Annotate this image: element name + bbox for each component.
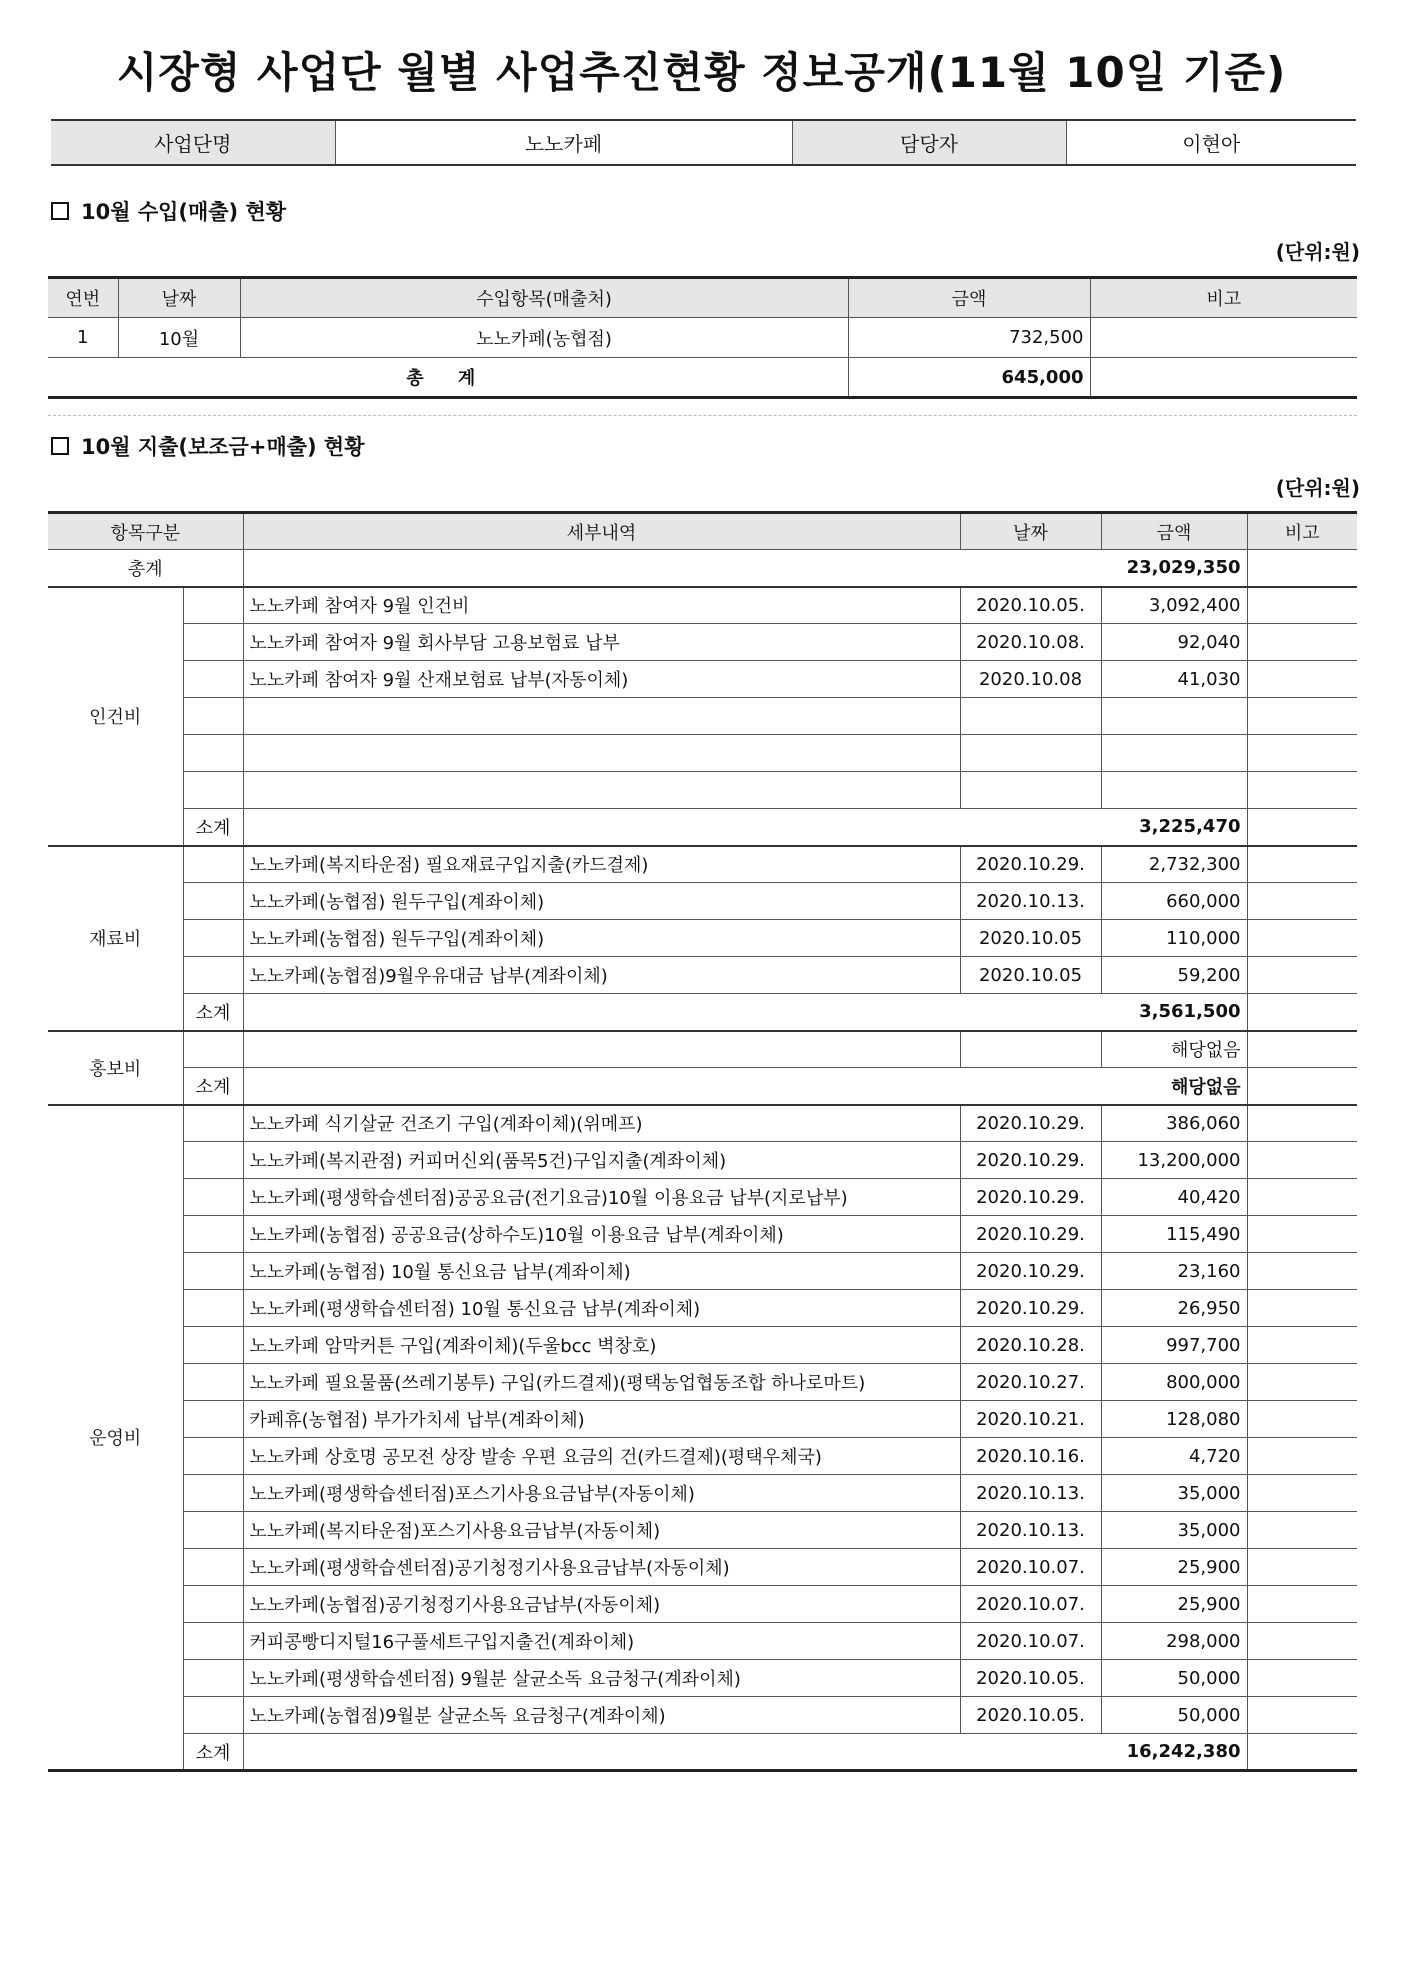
expense-amount: 23,160: [1101, 1253, 1247, 1290]
subtotal-value: 해당없음: [243, 1068, 1247, 1105]
expense-desc: 노노카페(복지타운점) 필요재료구입지출(카드결제): [243, 846, 960, 883]
expense-header-cell: 날짜: [960, 513, 1101, 550]
expense-date: 2020.10.29.: [960, 1105, 1101, 1142]
expense-amount: 3,092,400: [1101, 587, 1247, 624]
expense-row: [48, 957, 1357, 994]
manager-value: 이현아: [1066, 120, 1356, 165]
expense-date: [960, 698, 1101, 735]
subtotal-label: 소계: [183, 1734, 243, 1771]
expense-desc: 카페휴(농협점) 부가가치세 납부(계좌이체): [243, 1401, 960, 1438]
grand-total-value: 23,029,350: [243, 550, 1247, 587]
expense-desc: 노노카페(농협점) 공공요금(상하수도)10월 이용요금 납부(계좌이체): [243, 1216, 960, 1253]
expense-row: [48, 1290, 1357, 1327]
expense-unit: (단위:원): [1275, 476, 1360, 500]
subtotal-value: 3,561,500: [243, 994, 1247, 1031]
expense-sub-cell: [183, 735, 243, 772]
expense-note: [1247, 1623, 1357, 1660]
expense-amount: [1101, 735, 1247, 772]
expense-amount: 298,000: [1101, 1623, 1247, 1660]
expense-row: [48, 1438, 1357, 1475]
revenue-header-cell: 금액: [848, 278, 1090, 318]
expense-subtotal-row: [48, 1734, 1357, 1771]
expense-desc: 노노카페(농협점) 원두구입(계좌이체): [243, 920, 960, 957]
expense-sub-cell: [183, 846, 243, 883]
expense-row: [48, 587, 1357, 624]
revenue-section-heading: [51, 196, 286, 226]
expense-desc: 노노카페 참여자 9월 회사부담 고용보험료 납부: [243, 624, 960, 661]
expense-sub-cell: [183, 1475, 243, 1512]
expense-note: [1247, 1290, 1357, 1327]
expense-desc: 노노카페(복지타운점)포스기사용요금납부(자동이체): [243, 1512, 960, 1549]
expense-desc: 노노카페 참여자 9월 산재보험료 납부(자동이체): [243, 661, 960, 698]
expense-note: [1247, 1327, 1357, 1364]
revenue-header-row: [48, 278, 1357, 318]
expense-row: [48, 1216, 1357, 1253]
expense-sub-cell: [183, 957, 243, 994]
expense-note: [1247, 624, 1357, 661]
grand-total-note: [1247, 550, 1357, 587]
expense-category: 인건비: [48, 587, 183, 846]
section-divider: [48, 415, 1357, 416]
checkbox-square-icon: [51, 437, 69, 455]
expense-desc: 노노카페 식기살균 건조기 구입(계좌이체)(위메프): [243, 1105, 960, 1142]
expense-sub-cell: [183, 1105, 243, 1142]
revenue-row: [48, 318, 1357, 358]
expense-note: [1247, 1660, 1357, 1697]
expense-note: [1247, 1401, 1357, 1438]
expense-row: [48, 846, 1357, 883]
expense-sub-cell: [183, 1438, 243, 1475]
expense-desc: [243, 735, 960, 772]
subtotal-label: 소계: [183, 809, 243, 846]
expense-date: 2020.10.05: [960, 957, 1101, 994]
expense-amount: 50,000: [1101, 1697, 1247, 1734]
expense-amount: 해당없음: [1101, 1031, 1247, 1068]
expense-table: [48, 511, 1357, 1772]
expense-category: 운영비: [48, 1105, 183, 1771]
expense-desc: 노노카페(평생학습센터점) 9월분 살균소독 요금청구(계좌이체): [243, 1660, 960, 1697]
expense-date: 2020.10.16.: [960, 1438, 1101, 1475]
expense-header-row: [48, 513, 1357, 550]
expense-date: 2020.10.29.: [960, 1142, 1101, 1179]
expense-header-cell: 금액: [1101, 513, 1247, 550]
expense-amount: 92,040: [1101, 624, 1247, 661]
expense-grand-total-row: [48, 550, 1357, 587]
expense-sub-cell: [183, 883, 243, 920]
expense-category: 재료비: [48, 846, 183, 1031]
expense-note: [1247, 1031, 1357, 1068]
expense-subtotal-row: [48, 809, 1357, 846]
expense-desc: 노노카페(평생학습센터점)공기청정기사용요금납부(자동이체): [243, 1549, 960, 1586]
expense-date: 2020.10.07.: [960, 1623, 1101, 1660]
expense-sub-cell: [183, 1179, 243, 1216]
expense-category: 홍보비: [48, 1031, 183, 1105]
revenue-total-value: 645,000: [848, 358, 1090, 398]
revenue-no: 1: [48, 318, 118, 358]
expense-amount: 26,950: [1101, 1290, 1247, 1327]
expense-sub-cell: [183, 1031, 243, 1068]
revenue-total-label: 총 계: [48, 358, 848, 398]
expense-note: [1247, 587, 1357, 624]
expense-row: [48, 772, 1357, 809]
expense-note: [1247, 1105, 1357, 1142]
expense-amount: 128,080: [1101, 1401, 1247, 1438]
expense-date: 2020.10.13.: [960, 1512, 1101, 1549]
expense-row: [48, 661, 1357, 698]
expense-row: [48, 1327, 1357, 1364]
expense-row: [48, 1697, 1357, 1734]
expense-amount: 997,700: [1101, 1327, 1247, 1364]
expense-sub-cell: [183, 1660, 243, 1697]
expense-note: [1247, 846, 1357, 883]
expense-sub-cell: [183, 1216, 243, 1253]
expense-sub-cell: [183, 772, 243, 809]
revenue-amount: 732,500: [848, 318, 1090, 358]
revenue-heading-text: 10월 수입(매출) 현황: [81, 200, 287, 224]
expense-sub-cell: [183, 1586, 243, 1623]
expense-desc: 노노카페(평생학습센터점) 10월 통신요금 납부(계좌이체): [243, 1290, 960, 1327]
expense-desc: 노노카페(복지관점) 커피머신외(품목5건)구입지출(계좌이체): [243, 1142, 960, 1179]
revenue-total-note: [1090, 358, 1357, 398]
expense-desc: 노노카페(농협점)9월분 살균소독 요금청구(계좌이체): [243, 1697, 960, 1734]
expense-date: 2020.10.27.: [960, 1364, 1101, 1401]
revenue-note: [1090, 318, 1357, 358]
expense-sub-cell: [183, 1327, 243, 1364]
expense-row: [48, 1549, 1357, 1586]
expense-date: 2020.10.13.: [960, 883, 1101, 920]
expense-amount: 2,732,300: [1101, 846, 1247, 883]
expense-note: [1247, 1364, 1357, 1401]
expense-subtotal-row: [48, 1068, 1357, 1105]
expense-date: 2020.10.05.: [960, 1660, 1101, 1697]
expense-desc: 노노카페 필요물품(쓰레기봉투) 구입(카드결제)(평택농업협동조합 하나로마트): [243, 1364, 960, 1401]
expense-date: [960, 772, 1101, 809]
expense-date: 2020.10.07.: [960, 1586, 1101, 1623]
expense-header-cell: 비고: [1247, 513, 1357, 550]
expense-desc: 노노카페 암막커튼 구입(계좌이체)(두울bcc 벽창호): [243, 1327, 960, 1364]
expense-desc: [243, 1031, 960, 1068]
expense-date: 2020.10.29.: [960, 846, 1101, 883]
revenue-header-cell: 수입항목(매출처): [240, 278, 848, 318]
expense-row: [48, 1364, 1357, 1401]
expense-desc: 노노카페 상호명 공모전 상장 발송 우편 요금의 건(카드결제)(평택우체국): [243, 1438, 960, 1475]
expense-row: [48, 1105, 1357, 1142]
expense-note: [1247, 920, 1357, 957]
expense-sub-cell: [183, 1401, 243, 1438]
expense-note: [1247, 1549, 1357, 1586]
expense-note: [1247, 661, 1357, 698]
expense-sub-cell: [183, 661, 243, 698]
subtotal-value: 3,225,470: [243, 809, 1247, 846]
expense-amount: 110,000: [1101, 920, 1247, 957]
expense-sub-cell: [183, 1142, 243, 1179]
revenue-date: 10월: [118, 318, 240, 358]
expense-note: [1247, 1438, 1357, 1475]
expense-row: [48, 1179, 1357, 1216]
expense-date: 2020.10.28.: [960, 1327, 1101, 1364]
expense-amount: 386,060: [1101, 1105, 1247, 1142]
business-name-label: 사업단명: [51, 120, 335, 165]
expense-desc: 커피콩빵디지털16구풀세트구입지출건(계좌이체): [243, 1623, 960, 1660]
subtotal-note: [1247, 1068, 1357, 1105]
expense-date: [960, 735, 1101, 772]
expense-sub-cell: [183, 1290, 243, 1327]
expense-row: [48, 1512, 1357, 1549]
expense-row: [48, 1660, 1357, 1697]
business-name-value: 노노카페: [335, 120, 792, 165]
expense-sub-cell: [183, 1549, 243, 1586]
expense-note: [1247, 1253, 1357, 1290]
expense-note: [1247, 1179, 1357, 1216]
expense-note: [1247, 1512, 1357, 1549]
expense-sub-cell: [183, 698, 243, 735]
subtotal-note: [1247, 809, 1357, 846]
expense-date: 2020.10.07.: [960, 1549, 1101, 1586]
expense-amount: 25,900: [1101, 1586, 1247, 1623]
expense-date: 2020.10.08.: [960, 624, 1101, 661]
expense-heading-text: 10월 지출(보조금+매출) 현황: [81, 435, 365, 459]
revenue-table: [48, 276, 1357, 399]
expense-sub-cell: [183, 1623, 243, 1660]
expense-note: [1247, 883, 1357, 920]
revenue-header-cell: 비고: [1090, 278, 1357, 318]
expense-desc: 노노카페(평생학습센터점)포스기사용요금납부(자동이체): [243, 1475, 960, 1512]
revenue-item: 노노카페(농협점): [240, 318, 848, 358]
manager-label: 담당자: [792, 120, 1066, 165]
expense-amount: 35,000: [1101, 1512, 1247, 1549]
expense-sub-cell: [183, 1697, 243, 1734]
subtotal-note: [1247, 1734, 1357, 1771]
expense-row: [48, 1475, 1357, 1512]
expense-date: 2020.10.05.: [960, 587, 1101, 624]
expense-amount: 115,490: [1101, 1216, 1247, 1253]
expense-amount: 50,000: [1101, 1660, 1247, 1697]
expense-row: [48, 1031, 1357, 1068]
expense-row: [48, 1586, 1357, 1623]
revenue-total-row: [48, 358, 1357, 398]
expense-amount: 800,000: [1101, 1364, 1247, 1401]
expense-desc: 노노카페(농협점) 10월 통신요금 납부(계좌이체): [243, 1253, 960, 1290]
expense-desc: 노노카페(평생학습센터점)공공요금(전기요금)10월 이용요금 납부(지로납부): [243, 1179, 960, 1216]
expense-note: [1247, 1216, 1357, 1253]
expense-date: 2020.10.13.: [960, 1475, 1101, 1512]
expense-amount: 35,000: [1101, 1475, 1247, 1512]
page-title: 시장형 사업단 월별 사업추진현황 정보공개(11월 10일 기준): [116, 48, 1287, 97]
expense-amount: 25,900: [1101, 1549, 1247, 1586]
subtotal-label: 소계: [183, 994, 243, 1031]
expense-sub-cell: [183, 1364, 243, 1401]
expense-amount: 41,030: [1101, 661, 1247, 698]
expense-note: [1247, 1475, 1357, 1512]
subtotal-value: 16,242,380: [243, 1734, 1247, 1771]
expense-note: [1247, 735, 1357, 772]
expense-row: [48, 1253, 1357, 1290]
expense-section-heading: [51, 431, 365, 461]
expense-subtotal-row: [48, 994, 1357, 1031]
expense-note: [1247, 1697, 1357, 1734]
revenue-header-cell: 연번: [48, 278, 118, 318]
expense-sub-cell: [183, 587, 243, 624]
expense-note: [1247, 1586, 1357, 1623]
expense-amount: 4,720: [1101, 1438, 1247, 1475]
expense-sub-cell: [183, 1253, 243, 1290]
expense-amount: 40,420: [1101, 1179, 1247, 1216]
expense-row: [48, 624, 1357, 661]
expense-row: [48, 735, 1357, 772]
expense-date: 2020.10.05: [960, 920, 1101, 957]
expense-date: 2020.10.08: [960, 661, 1101, 698]
expense-desc: [243, 772, 960, 809]
subtotal-note: [1247, 994, 1357, 1031]
expense-row: [48, 883, 1357, 920]
expense-date: 2020.10.29.: [960, 1253, 1101, 1290]
expense-date: [960, 1031, 1101, 1068]
checkbox-square-icon: [51, 202, 69, 220]
expense-sub-cell: [183, 624, 243, 661]
expense-desc: [243, 698, 960, 735]
expense-date: 2020.10.21.: [960, 1401, 1101, 1438]
grand-total-label: 총계: [48, 550, 243, 587]
expense-desc: 노노카페 참여자 9월 인건비: [243, 587, 960, 624]
expense-date: 2020.10.05.: [960, 1697, 1101, 1734]
expense-date: 2020.10.29.: [960, 1290, 1101, 1327]
expense-amount: [1101, 772, 1247, 809]
expense-amount: 13,200,000: [1101, 1142, 1247, 1179]
expense-desc: 노노카페(농협점)9월우유대금 납부(계좌이체): [243, 957, 960, 994]
expense-row: [48, 1142, 1357, 1179]
expense-sub-cell: [183, 1512, 243, 1549]
expense-note: [1247, 1142, 1357, 1179]
expense-header-cell: 세부내역: [243, 513, 960, 550]
expense-row: [48, 1401, 1357, 1438]
expense-note: [1247, 772, 1357, 809]
revenue-unit: (단위:원): [1275, 240, 1360, 264]
subtotal-label: 소계: [183, 1068, 243, 1105]
revenue-header-cell: 날짜: [118, 278, 240, 318]
expense-note: [1247, 957, 1357, 994]
expense-row: [48, 698, 1357, 735]
expense-desc: 노노카페(농협점)공기청정기사용요금납부(자동이체): [243, 1586, 960, 1623]
expense-header-cell: 항목구분: [48, 513, 243, 550]
expense-row: [48, 1623, 1357, 1660]
expense-amount: 660,000: [1101, 883, 1247, 920]
expense-sub-cell: [183, 920, 243, 957]
expense-amount: 59,200: [1101, 957, 1247, 994]
business-info-table: [51, 119, 1356, 166]
expense-amount: [1101, 698, 1247, 735]
expense-date: 2020.10.29.: [960, 1216, 1101, 1253]
expense-row: [48, 920, 1357, 957]
expense-desc: 노노카페(농협점) 원두구입(계좌이체): [243, 883, 960, 920]
expense-date: 2020.10.29.: [960, 1179, 1101, 1216]
expense-note: [1247, 698, 1357, 735]
